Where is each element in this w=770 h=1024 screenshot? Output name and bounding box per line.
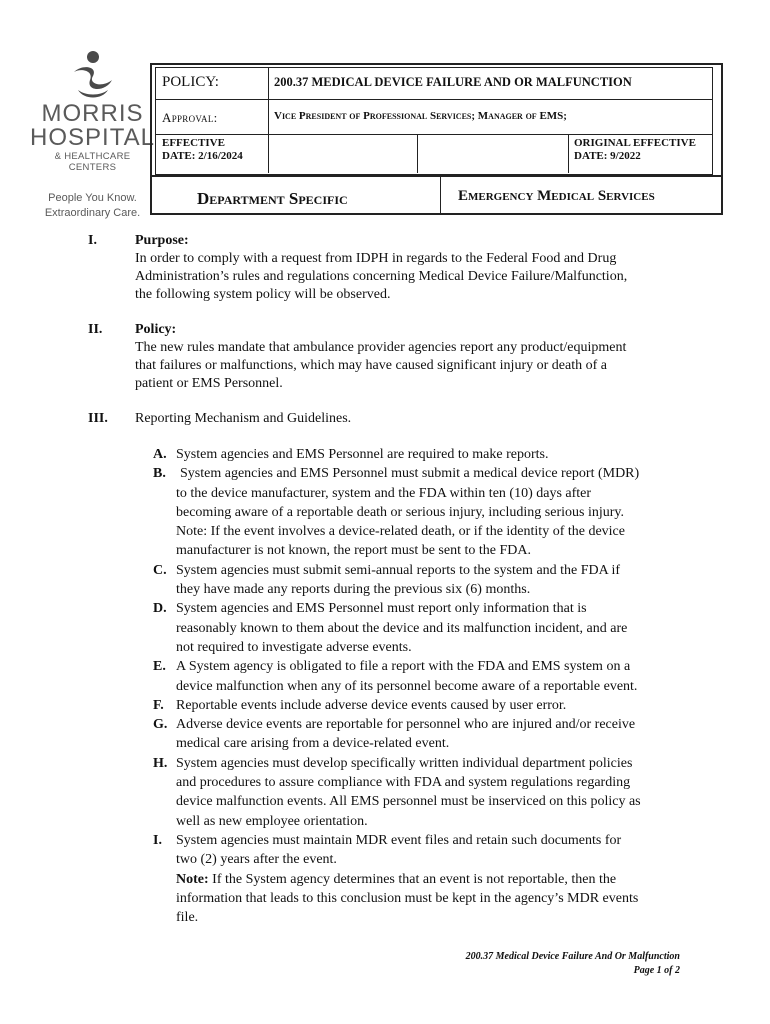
list-item-line: two (2) years after the event. [176,852,337,868]
section-reporting [88,410,688,428]
section-number: I. [88,233,97,248]
approval-value: Vice President of Professional Services; Manager of EMS; [274,110,567,122]
footer-title: 200.37 Medical Device Failure And Or Malfunction [465,951,680,962]
list-item-letter: E. [153,659,166,675]
list-item-line: device malfunction when any of its personnel become aware of a reportable event. [176,678,638,694]
effective-date-block [162,137,243,163]
effective-date: DATE: 2/16/2024 [162,150,243,162]
header-col-divider-right [568,134,569,173]
original-effective-label: ORIGINAL EFFECTIVE [574,137,696,149]
header-row-divider-1 [155,99,713,100]
approval-label: Approval: [162,110,218,125]
logo-name-line2: HOSPITAL [30,124,155,151]
section-title: Reporting Mechanism and Guidelines. [135,411,352,426]
header-col-divider-mid [417,134,418,173]
logo-tagline-line2: Extraordinary Care. [44,207,141,219]
section-number: II. [88,322,103,337]
list-item-line: System agencies must submit semi-annual reports to the system and the FDA if [176,562,621,578]
header-col-divider-label [268,67,269,173]
logo-tagline-line1: People You Know. [48,192,137,204]
note-line [176,870,683,889]
section-policy [88,321,688,393]
logo-tagline [30,191,155,221]
section-title: Policy: [135,322,177,337]
list-item-letter: H. [153,755,168,771]
list-item [153,696,683,715]
list-item-line: System agencies and EMS Personnel must report only information that is [176,601,587,617]
effective-label: EFFECTIVE [162,137,225,149]
list-item-line: medical care arising from a device-related event. [176,736,450,752]
original-effective-date-block [574,137,696,163]
section-text-line: The new rules mandate that ambulance provider agencies report any product/equipment [135,340,627,355]
morris-hospital-emblem-icon [68,50,118,102]
header-col-divider-department [440,175,441,215]
section-text-line: In order to comply with a request from IDPH in regards to the Federal Food and Drug [135,251,617,266]
footer-page-number: Page 1 of 2 [633,965,680,976]
header-row-divider-3 [150,175,723,177]
list-item [153,754,683,831]
list-item-line: well as new employee orientation. [176,813,368,829]
list-item-letter: I. [153,832,162,848]
list-item-line: not required to investigate adverse events. [176,639,412,655]
section-text-line: Administration’s rules and regulations concerning Medical Device Failure/Malfunction, [135,269,628,284]
list-item-line: becoming aware of a reportable death or serious injury, including serious injury. [176,504,624,520]
note-line: file. [176,910,199,926]
list-item [153,599,683,657]
section-text-line: the following system policy will be observed. [135,287,391,302]
list-item [153,561,683,600]
list-item-line: they have made any reports during the previous six (6) months. [176,582,531,598]
list-item-line: System agencies and EMS Personnel are required to make reports. [176,447,549,462]
policy-label: POLICY: [162,74,219,90]
note-text: If the System agency determines that an event is not reportable, then the [208,871,617,887]
note-line: information that leads to this conclusion must be kept in the agency’s MDR events [176,890,639,906]
list-item-letter: G. [153,717,168,733]
header-row-divider-2 [155,134,713,135]
list-item-line: Note: If the event involves a device-related death, or if the identity of the device [176,524,625,540]
list-item-line: System agencies must maintain MDR event files and retain such documents for [176,832,622,848]
section-text-line: that failures or malfunctions, which may have caused significant injury or death of a [135,358,607,373]
original-effective-date: DATE: 9/2022 [574,150,641,162]
list-item [153,715,683,754]
list-item-line: manufacturer is not known, the report must be sent to the FDA. [176,543,531,559]
reporting-guidelines-list [153,445,683,927]
logo-name-line1: MORRIS [41,100,144,127]
section-title: Purpose: [135,233,189,248]
list-item [153,445,683,464]
page-footer [466,950,680,978]
list-item-line: device malfunction events. All EMS personnel must be inserviced on this policy as [176,794,641,810]
policy-header-table [150,63,723,215]
list-item-letter: C. [153,562,167,578]
list-item [153,831,683,927]
list-item-letter: B. [153,466,166,482]
list-item-line: System agencies must develop specifically written individual department policies [176,755,633,771]
list-item-line: A System agency is obligated to file a report with the FDA and EMS system on a [176,659,631,675]
list-item-letter: F. [153,697,164,713]
policy-title: 200.37 MEDICAL DEVICE FAILURE AND OR MALFUNCTION [274,75,632,89]
department-label: Department Specific [197,189,348,208]
list-item [153,464,683,560]
department-value: Emergency Medical Services [458,188,655,204]
note-label: Note: [176,871,209,887]
list-item-line: and procedures to assure compliance with FDA and system regulations regarding [176,775,631,791]
section-number: III. [88,411,108,426]
list-item-line: reasonably known to them about the device and its malfunction incident, and are [176,620,628,636]
list-item-line: Reportable events include adverse device events caused by user error. [176,697,567,713]
list-item-line: Adverse device events are reportable for personnel who are injured and/or receive [176,717,636,733]
list-item-line: to the device manufacturer, system and the FDA within ten (10) days after [176,485,592,501]
logo-subtitle: & HEALTHCARE CENTERS [54,151,131,173]
section-purpose [88,232,688,304]
list-item-letter: A. [153,447,167,462]
section-text-line: patient or EMS Personnel. [135,376,283,391]
list-item-letter: D. [153,601,167,617]
list-item [153,657,683,696]
list-item-line: System agencies and EMS Personnel must submit a medical device report (MDR) [180,466,640,482]
morris-hospital-logo [30,50,155,221]
